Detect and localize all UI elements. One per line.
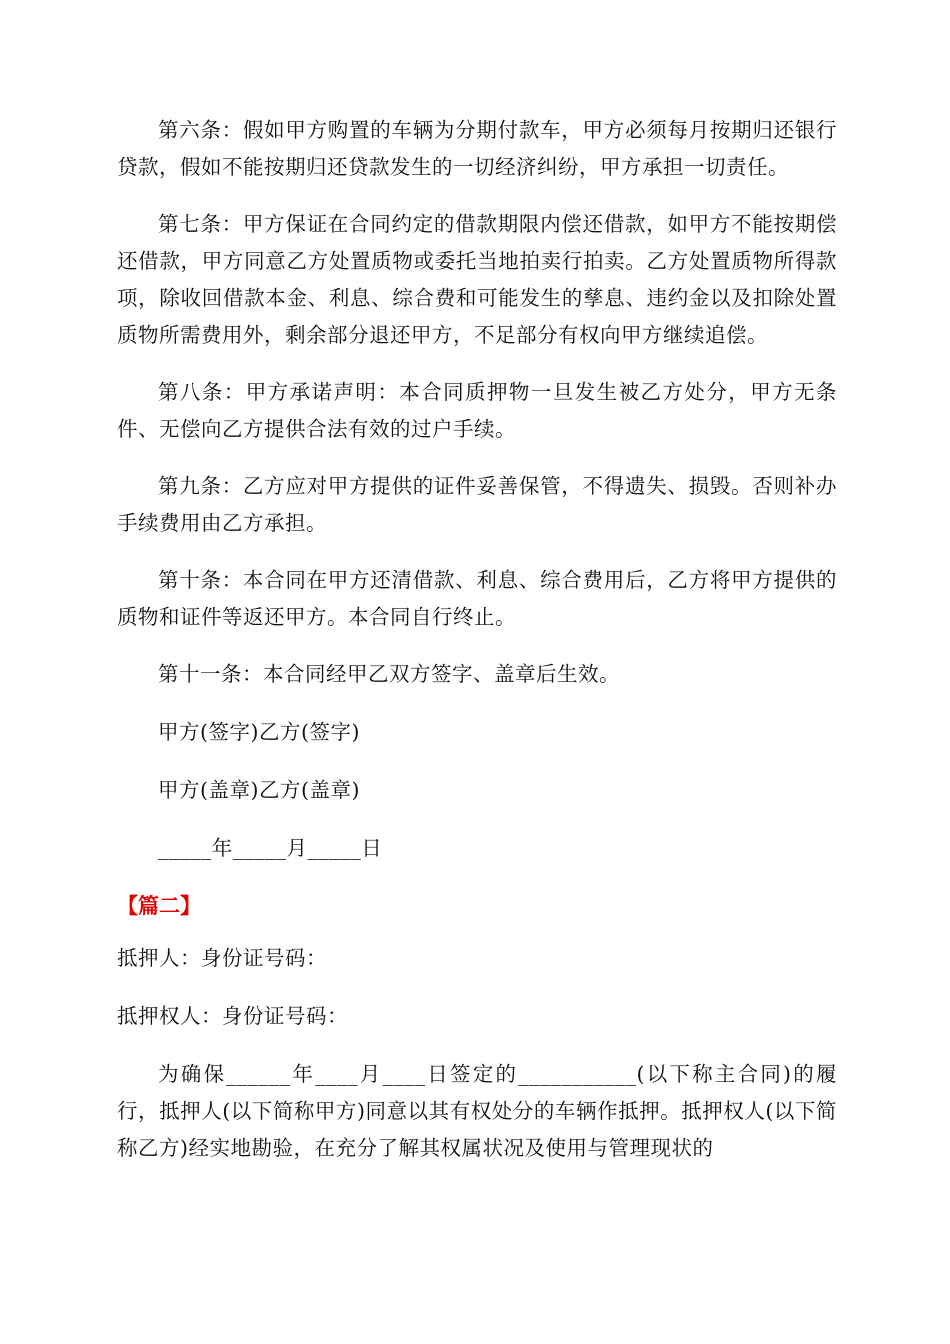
section-heading: 【篇二】: [117, 894, 201, 918]
article-11: 第十一条：本合同经甲乙双方签字、盖章后生效。: [158, 662, 620, 686]
article-9: 第九条：乙方应对甲方提供的证件妥善保管，不得遗失、损毁。否则补办手续费用由乙方承担。: [117, 474, 837, 535]
article-10: 第十条：本合同在甲方还清借款、利息、综合费用后，乙方将甲方提供的质物和证件等返还甲方。本合同自行终止。: [117, 568, 837, 629]
article-8: 第八条：甲方承诺声明：本合同质押物一旦发生被乙方处分，甲方无条件、无偿向乙方提供合法有效的过户手续。: [117, 380, 837, 441]
date-line: _____年_____月_____日: [158, 836, 383, 860]
mortgagor-line: 抵押人：身份证号码：: [117, 946, 327, 970]
mortgagee-line: 抵押权人：身份证号码：: [117, 1004, 348, 1028]
seal-line: 甲方(盖章)乙方(盖章): [158, 778, 360, 802]
article-7: 第七条：甲方保证在合同约定的借款期限内偿还借款，如甲方不能按期偿还借款，甲方同意乙方处置质物或委托当地拍卖行拍卖。乙方处置质物所得款项，除收回借款本金、利息、综合费和可能发生的孳息、违约金以及扣除处置质物所需费用外，剩余部分退还甲方，不足部分有权向甲方继续追偿。: [117, 212, 837, 347]
document-page: [117, 112, 837, 1187]
signature-line: 甲方(签字)乙方(签字): [158, 720, 360, 744]
article-6: 第六条：假如甲方购置的车辆为分期付款车，甲方必须每月按期归还银行贷款，假如不能按期归还贷款发生的一切经济纠纷，甲方承担一切责任。: [117, 118, 837, 179]
intro-paragraph: 为确保______年____月____日签定的___________(以下称主合同)的履行，抵押人(以下简称甲方)同意以其有权处分的车辆作抵押。抵押权人(以下简称乙方)经实地勘验，在充分了解其权属状况及使用与管理现状的: [117, 1062, 837, 1160]
